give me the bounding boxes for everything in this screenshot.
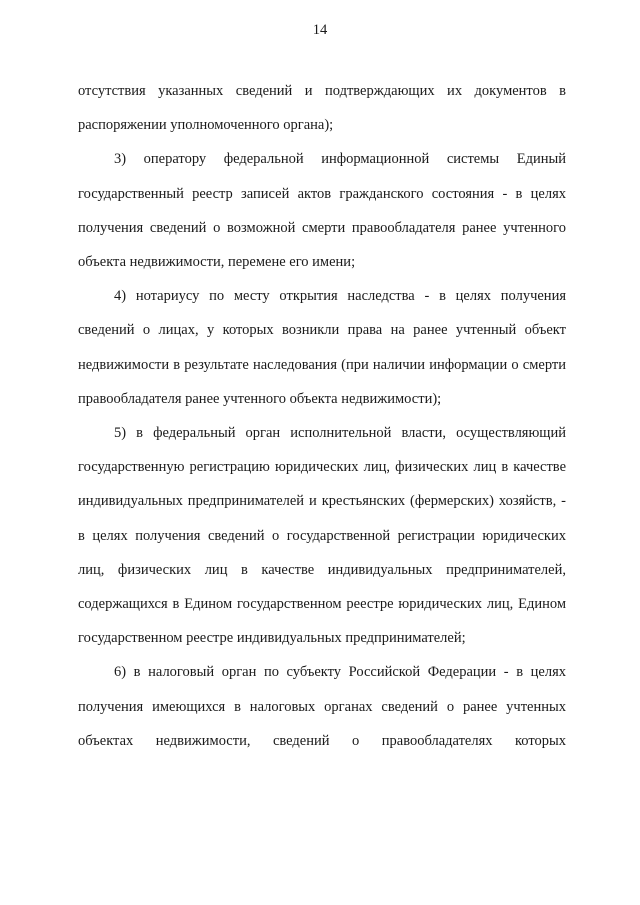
- paragraph-item-4: 4) нотариусу по месту открытия наследства - в целях получения сведений о лицах, у которых возникли права на ранее учтенный объект недвижимости в результате наследования (при наличии информации о смерти правообладателя ранее учтенного объекта недвижимости);: [78, 288, 566, 407]
- document-body: [78, 74, 566, 758]
- page-number: 14: [312, 22, 328, 38]
- paragraph-item-6: 6) в налоговый орган по субъекту Российской Федерации - в целях получения имеющихся в налоговых органах сведений о ранее учтенных объектах недвижимости, сведений о правообладателях которых: [78, 664, 566, 749]
- paragraph-continuation: отсутствия указанных сведений и подтверждающих их документов в распоряжении уполномоченного органа);: [78, 83, 566, 134]
- paragraph-item-5: 5) в федеральный орган исполнительной власти, осуществляющий государственную регистрацию юридических лиц, физических лиц в качестве индивидуальных предпринимателей и крестьянских (фермерских) хозяйств, - в целях получения сведений о государственной регистрации юридических лиц, физических лиц в качестве индивидуальных предпринимателей, содержащихся в Едином государственном реестре юридических лиц, Едином государственном реестре индивидуальных предпринимателей;: [78, 425, 566, 647]
- paragraph-item-3: 3) оператору федеральной информационной системы Единый государственный реестр записей актов гражданского состояния - в целях получения сведений о возможной смерти правообладателя ранее учтенного объекта недвижимости, перемене его имени;: [78, 151, 566, 271]
